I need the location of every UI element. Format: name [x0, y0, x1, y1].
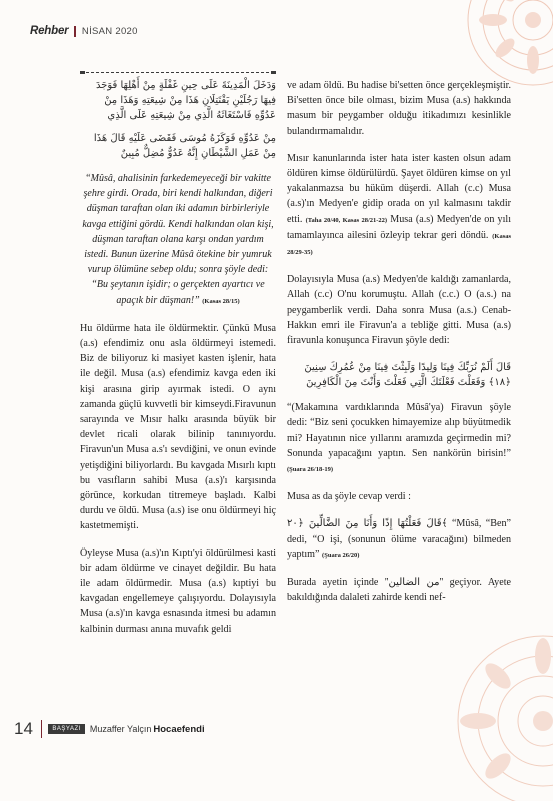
arabic-verse-2: مِنْ عَدُوِّهِ فَوَكَزَهُ مُوسَى فَقَضَى عَلَيْهِ قَالَ هَذَا مِنْ عَمَلِ الشَّيْطَانِ إِنَّهُ عَدُوٌّ مُضِلٌّ مُبِينٌ	[93, 133, 276, 159]
header-divider	[74, 26, 76, 37]
paragraph: ve adam öldü. Bu hadise bi'setten önce gerçekleşmiştir. Bi'setten önce bile olması, bizim Musa (a.s) hakkında masum bir peygamber olduğu itikadımızı kesinlikle bulandırmamalıdır.	[287, 80, 511, 137]
citation: (Taha 20/40, Kasas 28/21-22)	[305, 216, 388, 224]
arabic-inline-verse: قَالَ فَعَلْتُهَا إِذًا وَأَنَا مِنَ الضَّالِّينَ ﴿٢٠﴾	[287, 518, 448, 530]
paragraph: قَالَ فَعَلْتُهَا إِذًا وَأَنَا مِنَ الضَّالِّينَ ﴿٢٠﴾ “Mûsâ, “Ben” dedi, “O işi, (sonunun ölüme varacağını) bilmeden yaptım” (Şuara 26/20)	[287, 518, 511, 560]
paragraph: Hu öldürme hata ile öldürmektir. Çünkü Musa (a.s) efendimiz onu asla öldürmeyi istemedi. Biz de biliyoruz ki masiyet kasten işlenir, hata ile değil. Musa (a.s) efendimiz kavga eden iki kişi arasına girip ayırmak istedi. O aynı zamanda güçlü kuvvetli bir kimseydi.Firavunun sarayında ve Mısır halkı arasında büyük bir devlet ricali olarak bilinip tanınıyordu. Firavun'un Musa a.s'ı sevdiğini, ve onun evinde yetişdiğini biliyorlardı. Bu kavgada Mısırlı kıptı bu vasıfların sahibi Musa (a.s)'ı karşısında görünce, korkudan titremeye başladı. Kalbi durdu ve öldü. Musa (a.s) ise onu öldürmeyi hiç kastetmemişti.	[80, 322, 276, 532]
paragraph: Öyleyse Musa (a.s)'ın Kıptı'yi öldürülmesi kasti bir adam öldürme ve cinayet değildir. Bu hata ile adam öldürmedir. Musa (a.s) kıptiyi bu kavgadan engellemeye çalışıyordu. Dolayısıyla Musa (a.s)'ın kavga esnasında itmesi bu adamın kalbinin durması anına muvafık geldi	[80, 547, 276, 635]
paragraph: Burada ayetin içinde ''من الضالين'' geçiyor. Ayete bakıldığında dalaleti zahirde kendi nef-	[287, 577, 511, 604]
paragraph: Dolayısıyla Musa (a.s) Medyen'de kaldığı zamanlarda, Allah (c.c) O'nu korumuştu. Allah (c.c.) O (a.s.) na peygamberlik verdi. Daha sonra Musa (a.s.) Cenab- Hakkın emri ile Firavun'a a tebliğe gitti. Musa (a.s) firavunla konuşunca Firavun şöyle dedi:	[287, 274, 511, 347]
citation: (Şuara 26/18-19)	[287, 466, 334, 474]
paragraph: “(Makamına vardıklarında Mûsâ'ya) Firavun şöyle dedi: “Biz seni çocukken himayemize alıp büyütmedik mi? Hayatının nice yıllarını aramızda geçirmedin mi? Sonunda yapacağını yaptın. Sen nankörün birisin!” (Şuara 26/18-19)	[287, 402, 511, 474]
quote-text: “Mûsâ, ahalisinin farkedemeyeceği bir vakitte şehre girdi. Orada, biri kendi halkından, diğeri düşman taraftan olan iki adamın birbirleriyle kavga ettiğini gördü. Kendi halkından olan kişi, düşman taraftan olana karşı ondan yardım istedi. Bunun üzerine Mûsâ ötekine bir yumruk vurup ölümüne sebep oldu; sonra şöyle dedi: “Bu şeytanın işidir; o gerçekten ayartıcı ve apaçık bir düşman!”	[82, 173, 274, 306]
author-name: Muzaffer Yalçın	[89, 724, 152, 734]
verse-translation	[80, 171, 276, 309]
author-title: Hocaefendi	[153, 723, 205, 735]
paragraph: Mısır kanunlarında ister hata ister kasten olsun adam öldüren kimse öldürülürdü. Şayet öldüren kimse on yıl yakalanmazsa bu hüküm düşerdi. Allah (c.c) Musa (a.s)'ın Medyen'e gidip orada on yıl kalmasını takdir etti. (Taha 20/40, Kasas 28/21-22) Musa (a.s) Medyen'de on yılı tamamlayınca ailesini özleyip tekrar geri döndü. (Kasas 28/29-35)	[287, 152, 512, 257]
page-footer	[14, 718, 205, 740]
footer-divider	[41, 720, 43, 738]
page-header	[30, 24, 138, 38]
section-tag: BAŞYAZI	[48, 724, 84, 734]
arabic-verse-3: قَالَ أَلَمْ نُرَبِّكَ فِينَا وَلِيدًا وَلَبِثْتَ فِينَا مِنْ عُمُرِكَ سِنِينَ ﴿١٨﴾ وَفَعَلْتَ فَعْلَتَكَ الَّتِي فَعَلْتَ وَأَنْتَ مِنَ الْكَافِرِينَ	[304, 362, 511, 389]
right-column	[287, 78, 511, 617]
citation: (Kasas 28/29-35)	[287, 232, 511, 257]
left-column	[80, 64, 276, 649]
paragraph: Musa as da şöyle cevap verdi :	[287, 491, 411, 503]
magazine-logo: Rehber	[30, 25, 69, 37]
citation: (Şuara 26/20)	[322, 551, 360, 559]
page-number: 14	[14, 719, 33, 738]
arabic-verse-1: وَدَخَلَ الْمَدِينَةَ عَلَى حِينِ غَفْلَةٍ مِنْ أَهْلِهَا فَوَجَدَ فِيهَا رَجُلَيْنِ يَقْتَتِلَانِ هَذَا مِنْ شِيعَتِهِ وَهَذَا مِنْ عَدُوِّهِ فَاسْتَغَاثَهُ الَّذِي مِنْ شِيعَتِهِ عَلَى الَّذِي	[95, 80, 276, 121]
quote-citation: (Kasas 28/15)	[202, 297, 240, 305]
issue-date: NİSAN 2020	[81, 25, 138, 37]
